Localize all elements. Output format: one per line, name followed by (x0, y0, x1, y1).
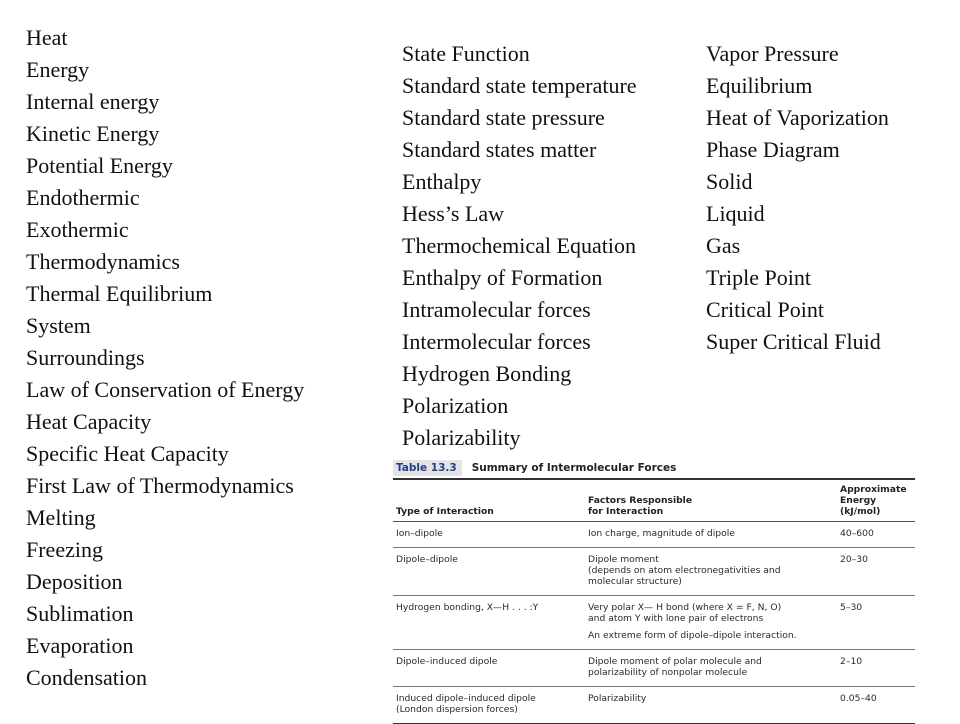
term-item: Critical Point (706, 297, 824, 322)
term-item: Intermolecular forces (402, 329, 591, 354)
table-number: Table 13.3 (393, 460, 462, 476)
term-item: Freezing (26, 537, 103, 562)
term-item: Thermochemical Equation (402, 233, 636, 258)
term-item: Standard state temperature (402, 73, 637, 98)
term-item: Gas (706, 233, 741, 258)
term-item: First Law of Thermodynamics (26, 473, 294, 498)
cell-energy: 0.05–40 (840, 693, 877, 704)
term-item: Kinetic Energy (26, 121, 160, 146)
term-item: Surroundings (26, 345, 145, 370)
term-item: Law of Conservation of Energy (26, 377, 305, 402)
cell-factors: Ion charge, magnitude of dipole (588, 528, 735, 539)
term-item: Enthalpy (402, 169, 482, 194)
cell-factors: Dipole moment of polar molecule and polarizability of nonpolar molecule (588, 656, 762, 678)
term-item: Phase Diagram (706, 137, 840, 162)
term-item: Specific Heat Capacity (26, 441, 229, 466)
cell-energy: 20–30 (840, 554, 868, 565)
term-item: Equilibrium (706, 73, 813, 98)
term-item: Internal energy (26, 89, 160, 114)
cell-factors: Very polar X— H bond (where X = F, N, O) and atom Y with lone pair of electrons An extreme form of dipole–dipole interaction. (585, 596, 837, 650)
cell-interaction-type: Hydrogen bonding, X—H . . . :Y (396, 602, 539, 613)
term-item: Potential Energy (26, 153, 173, 178)
term-item: Standard states matter (402, 137, 597, 162)
term-item: Hess’s Law (402, 201, 505, 226)
cell-energy: 5–30 (840, 602, 863, 613)
header-type: Type of Interaction (396, 506, 494, 517)
table-row (393, 522, 915, 548)
term-item: Heat of Vaporization (706, 105, 889, 130)
term-item: Exothermic (26, 217, 129, 242)
term-item: State Function (402, 41, 530, 66)
cell-energy: 2–10 (840, 656, 863, 667)
cell-energy: 40–600 (840, 528, 874, 539)
table-caption (393, 458, 915, 478)
term-item: Triple Point (706, 265, 811, 290)
table-row (393, 548, 915, 596)
term-item: Deposition (26, 569, 123, 594)
header-factors: Factors Responsible for Interaction (588, 495, 693, 517)
table-row (393, 650, 915, 687)
header-energy: Approximate Energy (kJ/mol) (840, 484, 907, 517)
cell-note: An extreme form of dipole–dipole interaction. (588, 630, 797, 641)
table-row (393, 687, 915, 724)
term-item: Melting (26, 505, 96, 530)
term-item: Endothermic (26, 185, 140, 210)
table-row (393, 596, 915, 650)
term-list-column-3 (706, 38, 889, 358)
intermolecular-forces-table (393, 458, 915, 724)
term-list-column-1 (26, 22, 304, 694)
term-item: Enthalpy of Formation (402, 265, 603, 290)
table-title: Summary of Intermolecular Forces (471, 462, 677, 474)
term-item: Super Critical Fluid (706, 329, 881, 354)
term-item: Thermal Equilibrium (26, 281, 213, 306)
term-item: Condensation (26, 665, 147, 690)
term-item: Thermodynamics (26, 249, 180, 274)
term-item: Evaporation (26, 633, 134, 658)
term-item: Liquid (706, 201, 765, 226)
cell-factors: Dipole moment (depends on atom electronegativities and molecular structure) (588, 554, 781, 587)
term-item: Energy (26, 57, 90, 82)
term-list-column-2 (402, 38, 637, 454)
term-item: Standard state pressure (402, 105, 605, 130)
cell-interaction-type: Dipole–dipole (396, 554, 458, 565)
term-item: Vapor Pressure (706, 41, 839, 66)
term-item: Heat Capacity (26, 409, 152, 434)
term-item: Polarizability (402, 425, 521, 450)
cell-interaction-type: Induced dipole–induced dipole (London dispersion forces) (396, 693, 536, 715)
cell-interaction-type: Ion–dipole (396, 528, 443, 539)
term-item: Polarization (402, 393, 509, 418)
term-item: Hydrogen Bonding (402, 361, 572, 386)
term-item: System (26, 313, 91, 338)
cell-interaction-type: Dipole–induced dipole (396, 656, 498, 667)
term-item: Heat (26, 25, 68, 50)
table-grid (393, 480, 915, 724)
term-item: Solid (706, 169, 753, 194)
cell-factors: Polarizability (588, 693, 647, 704)
term-item: Sublimation (26, 601, 134, 626)
term-item: Intramolecular forces (402, 297, 591, 322)
